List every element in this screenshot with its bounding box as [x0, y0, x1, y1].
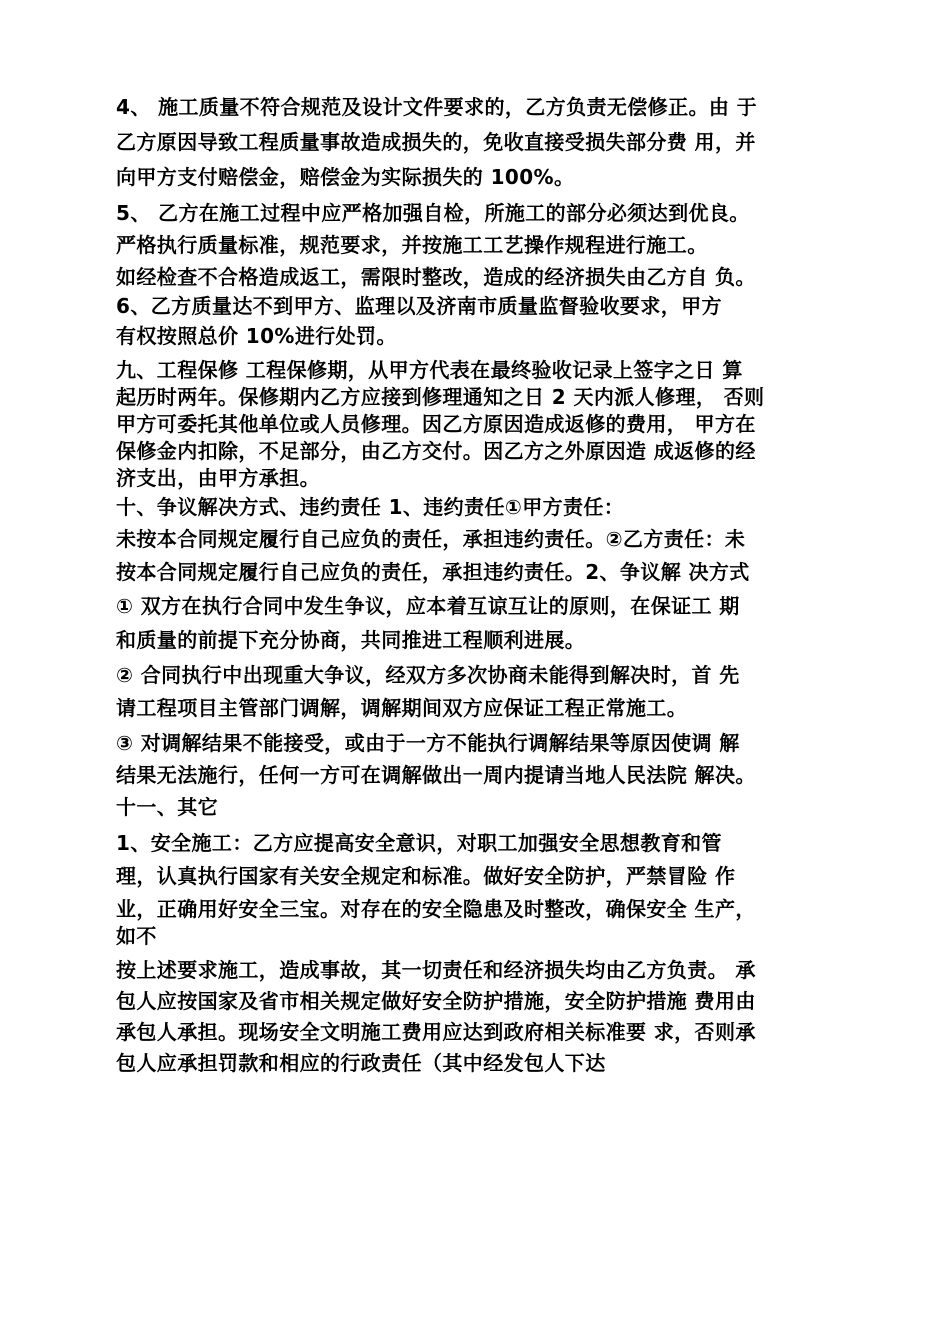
text-line: 如经检查不合格造成返工，需限时整改，造成的经济损失由乙方自 负。: [116, 265, 756, 289]
text-line: 按上述要求施工，造成事故，其一切责任和经济损失均由乙方负责。 承: [116, 958, 756, 982]
text-line: 包人应按国家及省市相关规定做好安全防护措施，安全防护措施 费用由: [116, 989, 756, 1013]
text-line: 包人应承担罚款和相应的行政责任（其中经发包人下达: [116, 1051, 606, 1075]
text-line: ③ 对调解结果不能接受，或由于一方不能执行调解结果等原因使调 解: [116, 731, 740, 755]
text-line: 6、乙方质量达不到甲方、监理以及济南市质量监督验收要求，甲方: [116, 294, 722, 318]
text-line: 起历时两年。保修期内乙方应接到修理通知之日 2 天内派人修理， 否则: [116, 385, 765, 409]
document-body: [116, 94, 861, 1077]
text-line: 向甲方支付赔偿金，赔偿金为实际损失的 100%。: [116, 165, 575, 189]
text-line: 十一、其它: [116, 795, 218, 819]
text-line: 1、安全施工：乙方应提高安全意识，对职工加强安全思想教育和管: [116, 831, 722, 855]
text-line: 按本合同规定履行自己应负的责任，承担违约责任。2、争议解 决方式: [116, 560, 750, 584]
text-line: 济支出，由甲方承担。: [116, 466, 320, 490]
text-line: 承包人承担。现场安全文明施工费用应达到政府相关标准要 求，否则承: [116, 1020, 756, 1044]
text-line: 如不: [116, 924, 157, 948]
text-line: 4、 施工质量不符合规范及设计文件要求的，乙方负责无偿修正。由 于: [116, 95, 758, 119]
text-line: 保修金内扣除，不足部分，由乙方交付。因乙方之外原因造 成返修的经: [116, 439, 756, 463]
text-line: 乙方原因导致工程质量事故造成损失的，免收直接受损失部分费 用，并: [116, 130, 756, 154]
text-line: 业，正确用好安全三宝。对存在的安全隐患及时整改，确保安全 生产，: [116, 897, 756, 921]
text-line: 甲方可委托其他单位或人员修理。因乙方原因造成返修的费用， 甲方在: [116, 412, 756, 436]
text-line: 有权按照总价 10%进行处罚。: [116, 324, 397, 348]
text-line: ① 双方在执行合同中发生争议，应本着互谅互让的原则，在保证工 期: [116, 594, 740, 618]
text-line: 未按本合同规定履行自己应负的责任，承担违约责任。②乙方责任：未: [116, 527, 746, 551]
text-line: 十、争议解决方式、违约责任 1、违约责任①甲方责任：: [116, 495, 625, 519]
text-line: 结果无法施行，任何一方可在调解做出一周内提请当地人民法院 解决。: [116, 763, 756, 787]
text-line: 严格执行质量标准，规范要求，并按施工工艺操作规程进行施工。: [116, 233, 708, 257]
text-line: 和质量的前提下充分协商，共同推进工程顺利进展。: [116, 628, 586, 652]
text-line: 请工程项目主管部门调解，调解期间双方应保证工程正常施工。: [116, 696, 688, 720]
text-line: 九、工程保修 工程保修期，从甲方代表在最终验收记录上签字之日 算: [116, 358, 743, 382]
text-line: 理，认真执行国家有关安全规定和标准。做好安全防护，严禁冒险 作: [116, 864, 736, 888]
text-line: 5、 乙方在施工过程中应严格加强自检，所施工的部分必须达到优良。: [116, 201, 750, 225]
text-line: ② 合同执行中出现重大争议，经双方多次协商未能得到解决时，首 先: [116, 663, 740, 687]
